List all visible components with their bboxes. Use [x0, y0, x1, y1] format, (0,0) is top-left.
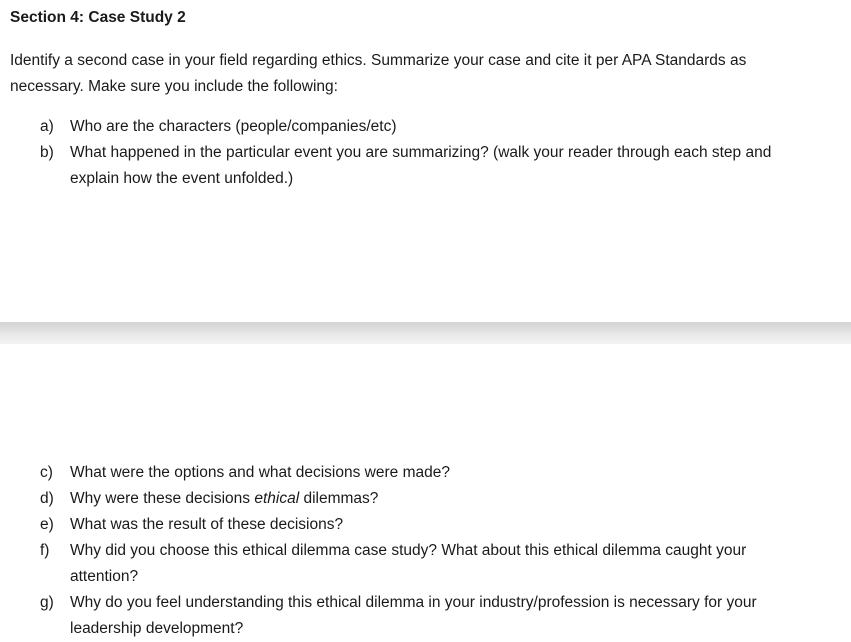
emphasized-word: ethical [254, 490, 300, 507]
text-before: Why were these decisions [70, 490, 255, 507]
list-marker: c) [40, 464, 53, 481]
list-marker: d) [40, 490, 54, 507]
list-item-text: What was the result of these decisions? [70, 516, 344, 533]
list-marker: a) [40, 118, 54, 135]
list-item-text: Who are the characters (people/companies/etc) [70, 118, 397, 135]
page-break-separator [0, 322, 851, 344]
list-item-text: What were the options and what decisions were made? [70, 464, 450, 481]
list-item-text: What happened in the particular event you are summarizing? (walk your reader through each step and explain how the event unfolded.) [70, 144, 772, 187]
list-item-text: Why do you feel understanding this ethical dilemma in your industry/profession is necessary for your leadership development? [70, 594, 757, 637]
document-page-bottom [0, 344, 851, 642]
list-marker: e) [40, 516, 54, 533]
intro-paragraph: Identify a second case in your field regarding ethics. Summarize your case and cite it per APA Standards as necessary. Make sure you include the following: [10, 52, 747, 95]
list-item-text [70, 486, 800, 512]
list-marker: b) [40, 144, 54, 161]
text-after: dilemmas? [299, 490, 379, 507]
list-marker: g) [40, 594, 54, 611]
section-title: Section 4: Case Study 2 [10, 9, 186, 26]
list-item-text: Why did you choose this ethical dilemma case study? What about this ethical dilemma caught your attention? [70, 542, 747, 585]
list-marker: f) [40, 542, 50, 559]
